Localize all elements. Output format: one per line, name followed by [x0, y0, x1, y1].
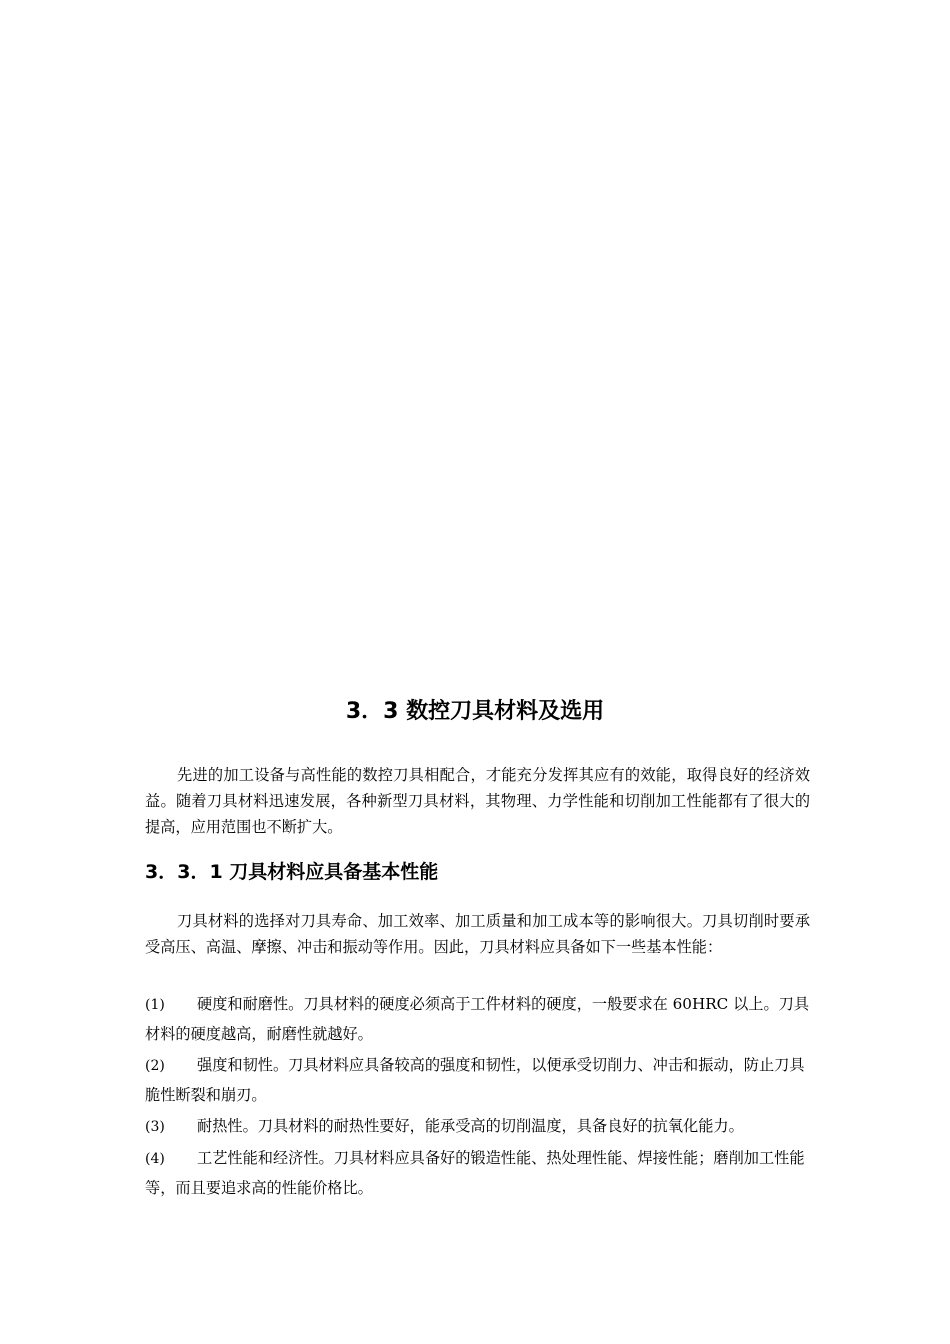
- list-item-number: (1): [145, 997, 165, 1013]
- section-title: 3．3 数控刀具材料及选用: [345, 699, 605, 724]
- list-item: [145, 990, 817, 1049]
- subsection-title: 3．3．1 刀具材料应具备基本性能: [145, 861, 439, 883]
- list-item-text: 强度和韧性。刀具材料应具备较高的强度和韧性，以便承受切削力、冲击和振动，防止刀具脆性断裂和崩刃。: [145, 1056, 805, 1104]
- list-item: [145, 1112, 817, 1142]
- list-item-number: (3): [145, 1119, 165, 1135]
- list-item-number: (2): [145, 1058, 165, 1074]
- list-item: [145, 1144, 817, 1203]
- list-item-text: 耐热性。刀具材料的耐热性要好，能承受高的切削温度，具备良好的抗氧化能力。: [197, 1117, 744, 1135]
- list-item-text: 硬度和耐磨性。刀具材料的硬度必须高于工件材料的硬度，一般要求在 60HRC 以上。刀具材料的硬度越高，耐磨性就越好。: [145, 995, 810, 1043]
- list-item-number: (4): [145, 1151, 165, 1167]
- list-item-text: 工艺性能和经济性。刀具材料应具备好的锻造性能、热处理性能、焊接性能；磨削加工性能等，而且要追求高的性能价格比。: [145, 1149, 805, 1197]
- list-item: [145, 1051, 817, 1110]
- section-intro-paragraph: 先进的加工设备与高性能的数控刀具相配合，才能充分发挥其应有的效能，取得良好的经济效益。随着刀具材料迅速发展，各种新型刀具材料，其物理、力学性能和切削加工性能都有了很大的提高，应用范围也不断扩大。: [145, 766, 810, 836]
- subsection-intro-paragraph: 刀具材料的选择对刀具寿命、加工效率、加工质量和加工成本等的影响很大。刀具切削时要承受高压、高温、摩擦、冲击和振动等作用。因此，刀具材料应具备如下一些基本性能：: [145, 912, 810, 956]
